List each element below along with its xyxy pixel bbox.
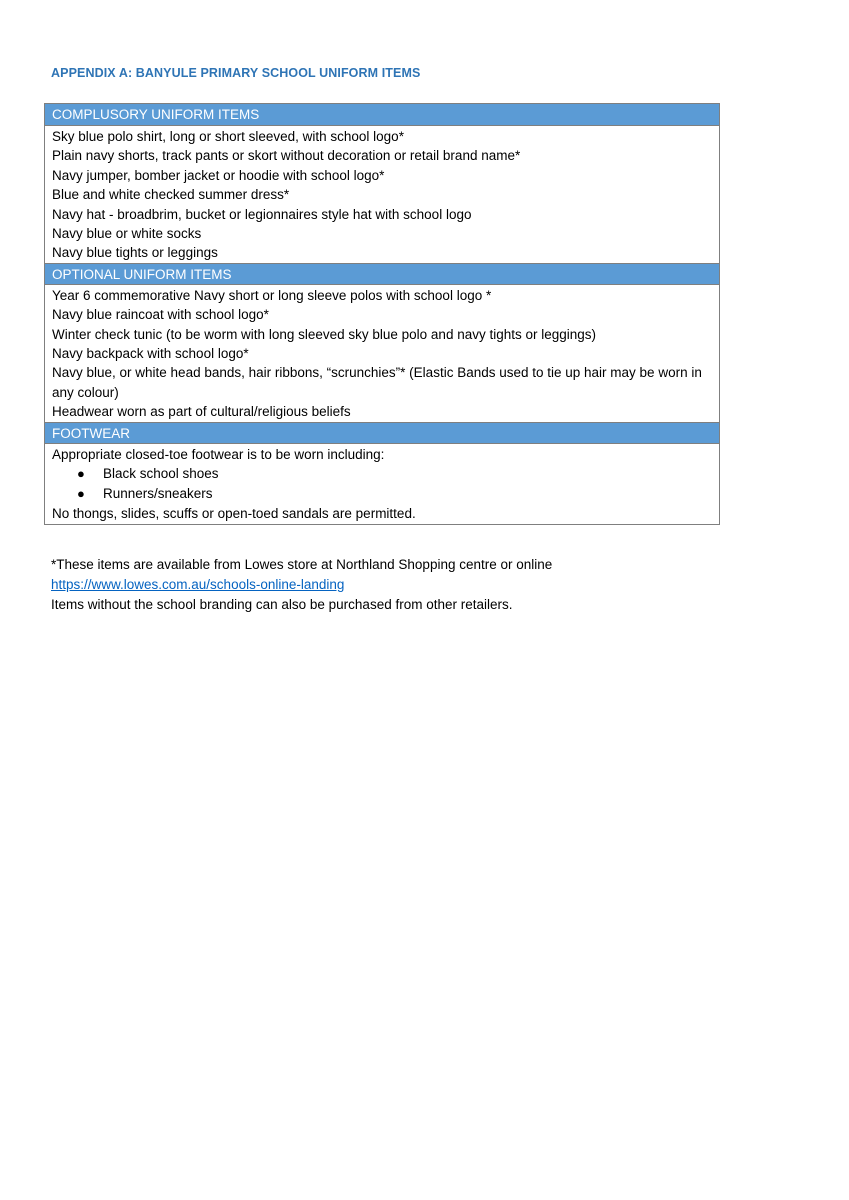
bullet-icon: ● (77, 486, 85, 502)
list-item: Navy backpack with school logo* (52, 346, 249, 362)
optional-section-header: OPTIONAL UNIFORM ITEMS (45, 264, 719, 285)
compulsory-section-header: COMPLUSORY UNIFORM ITEMS (45, 104, 719, 126)
list-item: Navy blue or white socks (52, 226, 202, 242)
bullet-icon: ● (77, 466, 85, 482)
list-item: Sky blue polo shirt, long or short sleeved, with school logo* (52, 129, 404, 144)
bullet-text: Runners/sneakers (103, 486, 213, 502)
uniform-items-table (44, 103, 720, 525)
footnote (51, 555, 552, 615)
bullet-text: Black school shoes (103, 466, 219, 482)
list-item: Blue and white checked summer dress* (52, 187, 290, 203)
lowes-online-link[interactable]: https://www.lowes.com.au/schools-online-landing (51, 577, 345, 592)
bullet-item (52, 484, 712, 504)
list-item: Navy jumper, bomber jacket or hoodie with school logo* (52, 167, 385, 183)
list-item: Year 6 commemorative Navy short or long sleeve polos with school logo * (52, 287, 492, 303)
footwear-intro: Appropriate closed-toe footwear is to be worn including: (52, 446, 385, 462)
list-item: Navy hat - broadbrim, bucket or legionnaires style hat with school logo (52, 206, 472, 222)
page-title: APPENDIX A: BANYULE PRIMARY SCHOOL UNIFORM ITEMS (51, 66, 421, 80)
bullet-item (52, 464, 712, 484)
footwear-outro: No thongs, slides, scuffs or open-toed sandals are permitted. (52, 506, 416, 522)
footwear-section-body (45, 444, 719, 524)
list-item: Navy blue tights or leggings (52, 245, 218, 261)
list-item: Winter check tunic (to be worm with long sleeved sky blue polo and navy tights or leggings) (52, 326, 597, 342)
list-item: Navy blue raincoat with school logo* (52, 307, 269, 323)
optional-section-body (45, 285, 719, 423)
list-item: Headwear worn as part of cultural/religious beliefs (52, 404, 351, 420)
list-item: Navy blue, or white head bands, hair ribbons, “scrunchies”* (Elastic Bands used to tie up hair may be worn in any colour) (52, 365, 702, 400)
compulsory-section-body (45, 126, 719, 264)
list-item: Plain navy shorts, track pants or skort without decoration or retail brand name* (52, 148, 521, 164)
footnote-other-retailers: Items without the school branding can also be purchased from other retailers. (51, 597, 513, 612)
footnote-availability: *These items are available from Lowes store at Northland Shopping centre or online (51, 557, 553, 572)
footwear-section-header: FOOTWEAR (45, 423, 719, 444)
